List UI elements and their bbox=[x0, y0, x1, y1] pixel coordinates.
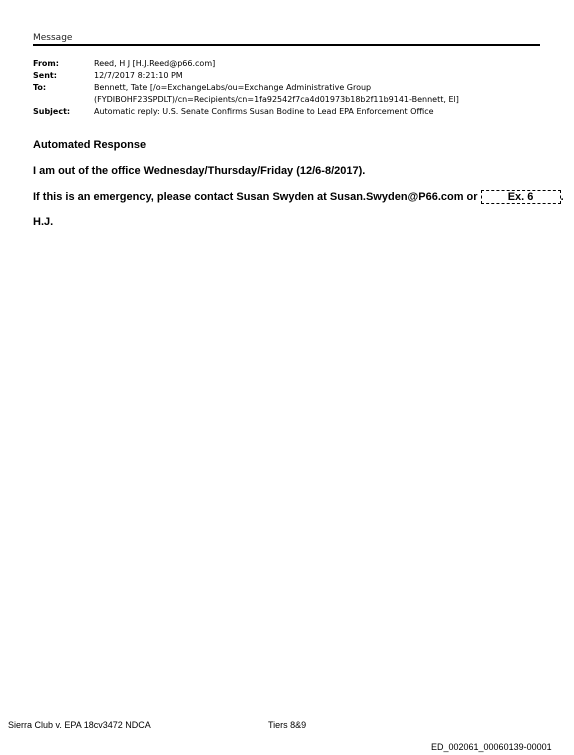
header-subject-row bbox=[33, 106, 459, 118]
header-to-row bbox=[33, 82, 459, 94]
header-from-value: Reed, H J [H.J.Reed@p66.com] bbox=[94, 59, 216, 68]
message-label: Message bbox=[33, 33, 73, 43]
header-subject-value: Automatic reply: U.S. Senate Confirms Susan Bodine to Lead EPA Enforcement Office bbox=[94, 107, 434, 116]
redaction-box: Ex. 6 bbox=[481, 190, 561, 204]
header-to-key: To: bbox=[33, 83, 47, 92]
emergency-contact-suffix: . bbox=[560, 191, 564, 203]
body-signoff: H.J. bbox=[33, 216, 54, 228]
header-to-value: Bennett, Tate [/o=ExchangeLabs/ou=Exchange Administrative Group bbox=[94, 83, 372, 92]
header-from-row bbox=[33, 58, 459, 70]
header-to-continuation-key bbox=[33, 94, 94, 106]
header-subject-key: Subject: bbox=[33, 107, 71, 116]
header-sent-row bbox=[33, 70, 459, 82]
footer-case-caption: Sierra Club v. EPA 18cv3472 NDCA bbox=[8, 720, 151, 730]
footer-bates-number: ED_002061_00060139-00001 bbox=[431, 742, 552, 752]
header-from-key: From: bbox=[33, 59, 59, 68]
emergency-contact-text: If this is an emergency, please contact Susan Swyden at Susan.Swyden@P66.com or bbox=[33, 191, 478, 203]
header-sent-value: 12/7/2017 8:21:10 PM bbox=[94, 71, 183, 80]
header-sent-key: Sent: bbox=[33, 71, 57, 80]
footer-tiers: Tiers 8&9 bbox=[268, 720, 307, 730]
email-headers bbox=[33, 58, 459, 118]
header-divider bbox=[33, 44, 540, 46]
body-line-emergency-contact bbox=[33, 190, 564, 204]
body-line-out-of-office: I am out of the office Wednesday/Thursday/Friday (12/6-8/2017). bbox=[33, 165, 366, 177]
header-to-continuation-value: (FYDIBOHF23SPDLT)/cn=Recipients/cn=1fa92542f7ca4d01973b18b2f11b9141-Bennett, El] bbox=[94, 95, 459, 104]
header-to-continuation-row bbox=[33, 94, 459, 106]
body-heading: Automated Response bbox=[33, 139, 147, 151]
